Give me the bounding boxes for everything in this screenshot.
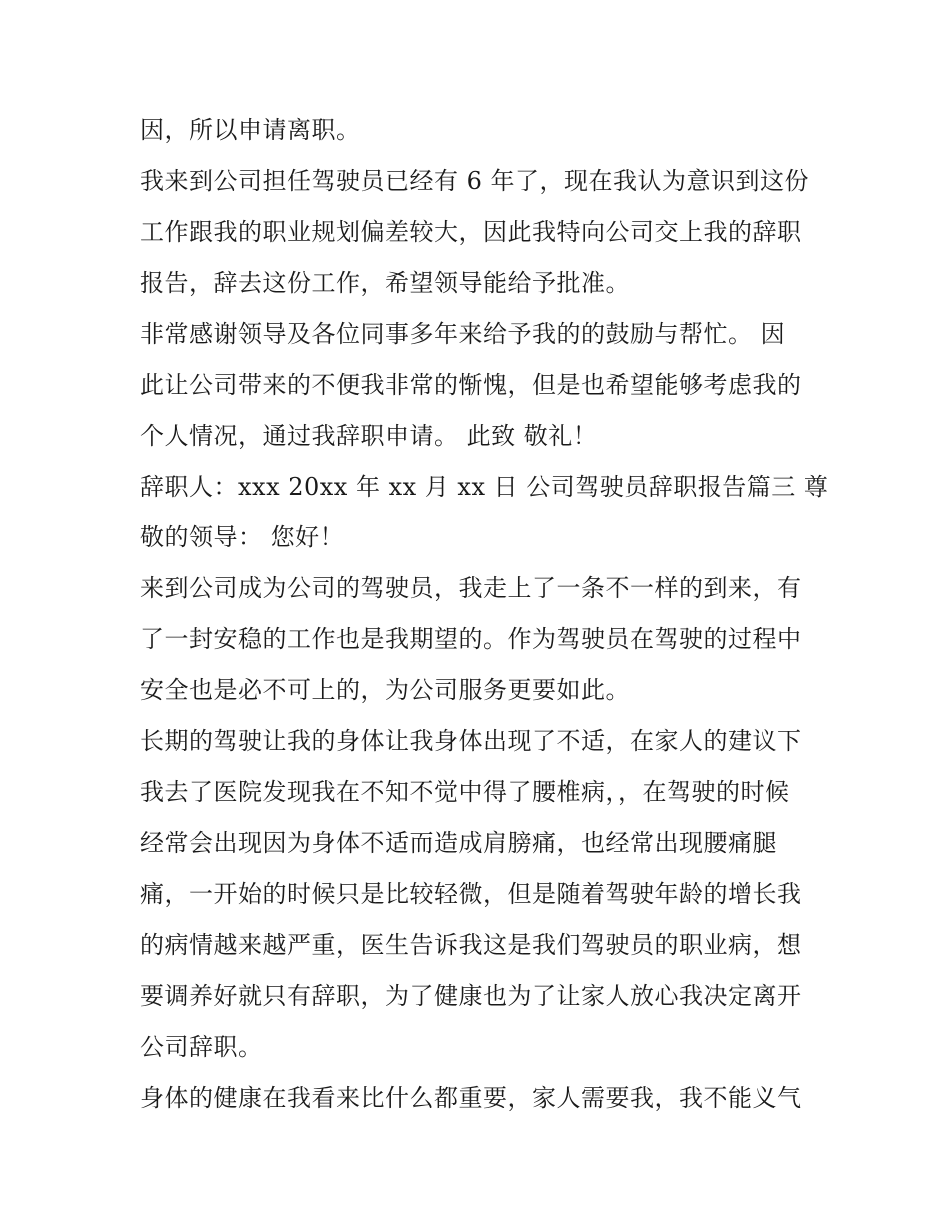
text-line: 敬的领导： 您好！ xyxy=(140,523,345,551)
text-line: 因，所以申请离职。 xyxy=(140,116,361,144)
text-line: 经常会出现因为身体不适而造成肩膀痛，也经常出现腰痛腿 xyxy=(140,829,777,857)
text-line: 要调养好就只有辞职，为了健康也为了让家人放心我决定离开 xyxy=(140,982,802,1010)
text-line: 来到公司成为公司的驾驶员，我走上了一条不一样的到来，有 xyxy=(140,574,802,602)
text-line: 我去了医院发现我在不知不觉中得了腰椎病，，在驾驶的时候 xyxy=(140,778,790,806)
text-line: 此让公司带来的不便我非常的惭愧，但是也希望能够考虑我的 xyxy=(140,371,802,399)
text-line: 个人情况，通过我辞职申请。 此致 敬礼！ xyxy=(140,422,598,450)
text-line: 报告，辞去这份工作，希望领导能给予批准。 xyxy=(140,269,630,297)
text-line: 安全也是必不可上的，为公司服务更要如此。 xyxy=(140,676,630,704)
text-line: 长期的驾驶让我的身体让我身体出现了不适，在家人的建议下 xyxy=(140,727,802,755)
text-line: 了一封安稳的工作也是我期望的。作为驾驶员在驾驶的过程中 xyxy=(140,625,802,653)
text-line: 非常感谢领导及各位同事多年来给予我的的鼓励与帮忙。 因 xyxy=(140,320,786,348)
text-line: 辞职人：xxx 20xx 年 xx 月 xx 日 公司驾驶员辞职报告篇三 尊 xyxy=(140,473,829,501)
text-line: 痛，一开始的时候只是比较轻微，但是随着驾驶年龄的增长我 xyxy=(140,880,802,908)
text-line: 工作跟我的职业规划偏差较大，因此我特向公司交上我的辞职 xyxy=(140,218,802,246)
text-line: 公司辞职。 xyxy=(140,1033,263,1061)
text-line: 身体的健康在我看来比什么都重要，家人需要我，我不能义气 xyxy=(140,1084,802,1112)
text-line: 我来到公司担任驾驶员已经有 6 年了，现在我认为意识到这份 xyxy=(140,167,810,195)
text-line: 的病情越来越严重，医生告诉我这是我们驾驶员的职业病，想 xyxy=(140,931,802,959)
